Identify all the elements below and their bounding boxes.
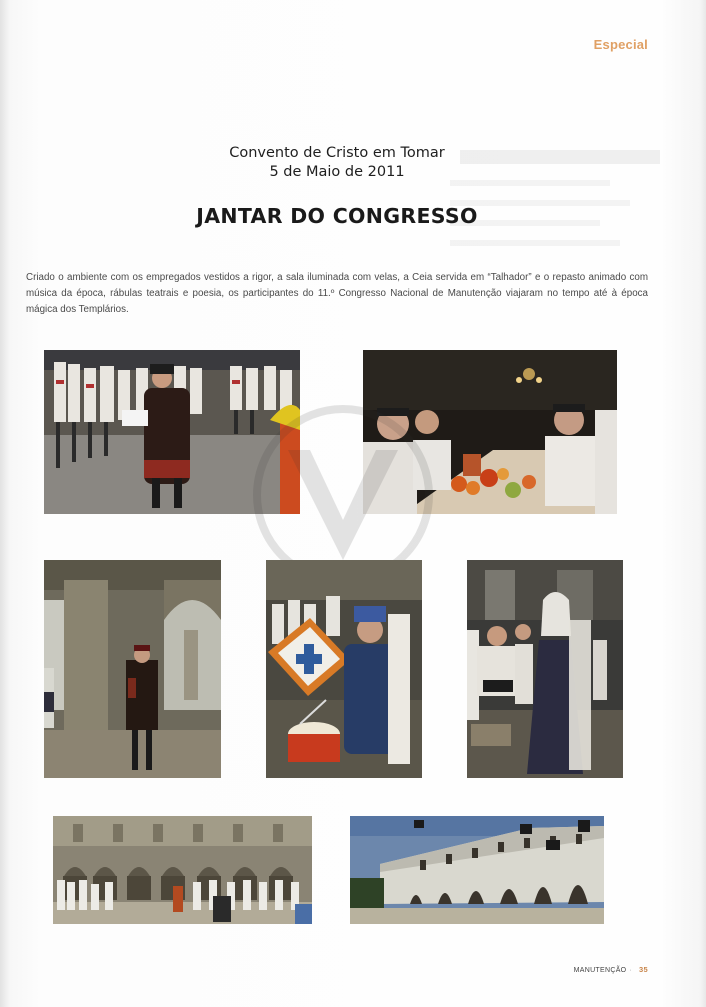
section-tag: Especial — [593, 37, 648, 52]
article-title: JANTAR DO CONGRESSO — [196, 204, 478, 228]
photo-procession-reader — [44, 350, 300, 514]
photo-banquet-table — [363, 350, 617, 514]
event-date: 5 de Maio de 2011 — [269, 164, 405, 180]
photo-convent-aqueduct — [350, 816, 604, 924]
event-location: Convento de Cristo em Tomar — [229, 145, 445, 161]
magazine-name: MANUTENÇÃO — [573, 967, 627, 974]
article-intro: Criado o ambiente com os empregados vestidos a rigor, a sala iluminada com velas, a Ceia servida em “Talhador” e o repasto animado com música da época, rábulas teatrais e poesia, os participantes do 11.º Congresso Nacional de Manutenção viajaram no tempo até à época mágica dos Templários. — [26, 272, 648, 315]
footer-separator: · — [629, 967, 633, 974]
photo-drummer-banner — [266, 560, 422, 778]
photo-singer-performance — [467, 560, 623, 778]
page-number: 35 — [639, 965, 648, 974]
page-footer — [574, 965, 648, 974]
photo-cloister-knight — [44, 560, 221, 778]
photo-cloister-courtyard — [53, 816, 312, 924]
